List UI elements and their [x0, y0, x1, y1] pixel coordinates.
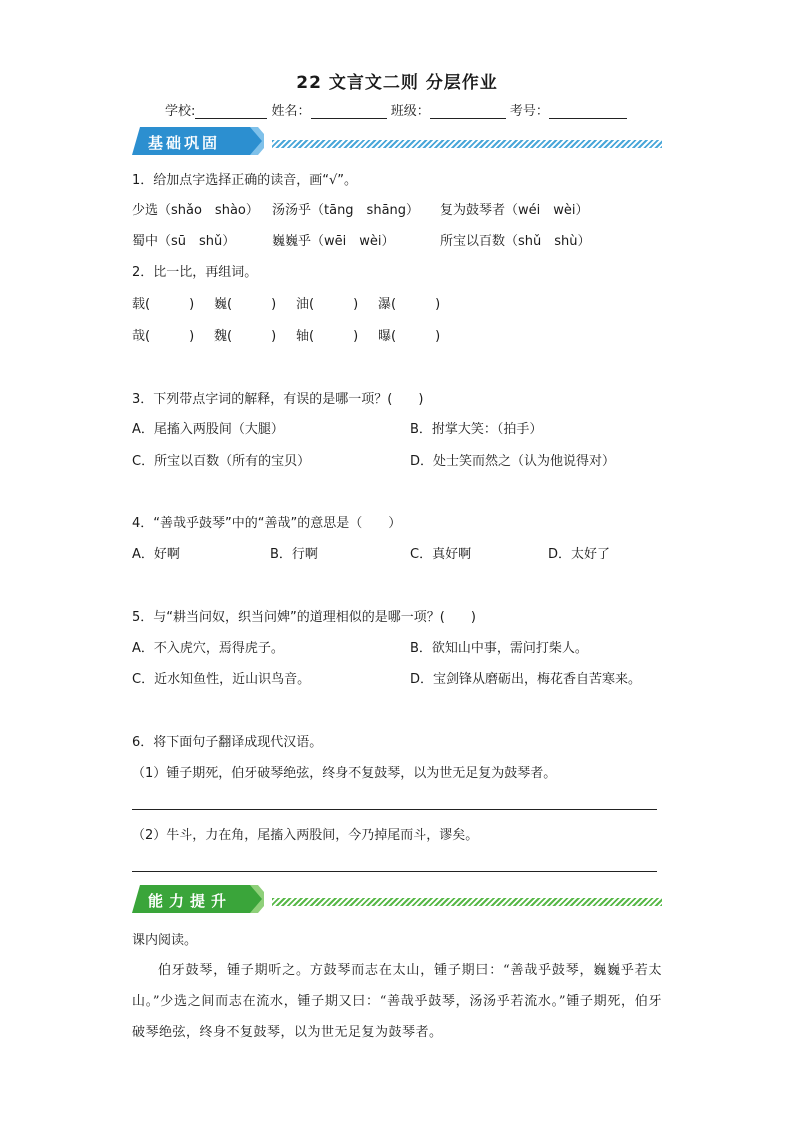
q2-item[interactable]: 巍( ) — [214, 297, 277, 312]
answer-line-1[interactable] — [132, 808, 657, 810]
class-label: 班级： — [390, 104, 430, 119]
reading-label: 课内阅读。 — [132, 933, 198, 948]
question-6-sub-2: （2）牛斗，力在角，尾搐入两股间，今乃掉尾而斗，谬矣。 — [132, 828, 479, 843]
q5-option-a[interactable]: A．不入虎穴，焉得虎子。 — [132, 641, 284, 656]
name-label: 姓名： — [271, 104, 311, 119]
q4-option-c[interactable]: C．真好啊 — [410, 547, 472, 562]
question-6-stem: 6．将下面句子翻译成现代汉语。 — [132, 735, 323, 750]
name-blank[interactable] — [311, 103, 387, 119]
q2-item[interactable]: 哉( ) — [132, 329, 195, 344]
q2-item[interactable]: 油( ) — [296, 297, 359, 312]
q4-option-d[interactable]: D．太好了 — [548, 547, 611, 562]
section-hatch-advanced — [272, 898, 662, 906]
q5-option-b[interactable]: B．欲知山中事，需问打柴人。 — [410, 641, 588, 656]
question-2-stem: 2．比一比，再组词。 — [132, 265, 258, 280]
section-header-advanced — [132, 885, 662, 915]
q1-item[interactable]: 少选（shǎo shào） — [132, 203, 259, 218]
section-title-basic: 基础巩固 — [148, 134, 221, 152]
q2-item[interactable]: 瀑( ) — [378, 297, 441, 312]
q2-item[interactable]: 载( ) — [132, 297, 195, 312]
section-header-basic — [132, 127, 662, 157]
q1-item[interactable]: 巍巍乎（wēi wèi） — [272, 234, 395, 249]
q2-item[interactable]: 轴( ) — [296, 329, 359, 344]
reading-passage: 伯牙鼓琴，锺子期听之。方鼓琴而志在太山，锺子期曰：“善哉乎鼓琴，巍巍乎若太山。”少选之间而志在流水，锺子期又曰：“善哉乎鼓琴，汤汤乎若流水。”锺子期死，伯牙破琴绝弦，终身不复鼓琴，以为世无足复为鼓琴者。 — [132, 963, 662, 1040]
answer-line-2[interactable] — [132, 870, 657, 872]
student-info-row — [165, 100, 627, 119]
q3-option-d[interactable]: D．处士笑而然之（认为他说得对） — [410, 454, 616, 469]
school-label: 学校: — [165, 104, 196, 119]
question-1-stem: 1．给加点字选择正确的读音，画“√”。 — [132, 173, 358, 188]
q3-option-b[interactable]: B．拊掌大笑：（拍手） — [410, 422, 543, 437]
question-6-sub-1: （1）锺子期死，伯牙破琴绝弦，终身不复鼓琴，以为世无足复为鼓琴者。 — [132, 766, 557, 781]
section-hatch-basic — [272, 140, 662, 148]
q1-item[interactable]: 所宝以百数（shǔ shù） — [440, 234, 591, 249]
q4-option-a[interactable]: A．好啊 — [132, 547, 180, 562]
exam-number-label: 考号： — [509, 104, 549, 119]
q1-item[interactable]: 复为鼓琴者（wéi wèi） — [440, 203, 589, 218]
school-blank[interactable] — [195, 103, 267, 119]
section-title-advanced: 能力提升 — [148, 892, 233, 910]
q2-item[interactable]: 魏( ) — [214, 329, 277, 344]
q3-option-c[interactable]: C．所宝以百数（所有的宝贝） — [132, 454, 311, 469]
page-title: 22 文言文二则 分层作业 — [296, 73, 498, 93]
class-blank[interactable] — [430, 103, 506, 119]
exam-number-blank[interactable] — [549, 103, 627, 119]
q5-option-d[interactable]: D．宝剑锋从磨砺出，梅花香自苦寒来。 — [410, 672, 642, 687]
question-3-stem: 3．下列带点字词的解释，有误的是哪一项？( ) — [132, 392, 424, 407]
q1-item[interactable]: 蜀中（sū shǔ） — [132, 234, 236, 249]
question-4-stem: 4．“善哉乎鼓琴”中的“善哉”的意思是（ ） — [132, 516, 402, 531]
question-5-stem: 5．与“耕当问奴，织当问婢”的道理相似的是哪一项？( ) — [132, 610, 476, 625]
q5-option-c[interactable]: C．近水知鱼性，近山识鸟音。 — [132, 672, 311, 687]
q1-item[interactable]: 汤汤乎（tāng shāng） — [272, 203, 420, 218]
q2-item[interactable]: 曝( ) — [378, 329, 441, 344]
q3-option-a[interactable]: A．尾搐入两股间（大腿） — [132, 422, 284, 437]
q4-option-b[interactable]: B．行啊 — [270, 547, 318, 562]
